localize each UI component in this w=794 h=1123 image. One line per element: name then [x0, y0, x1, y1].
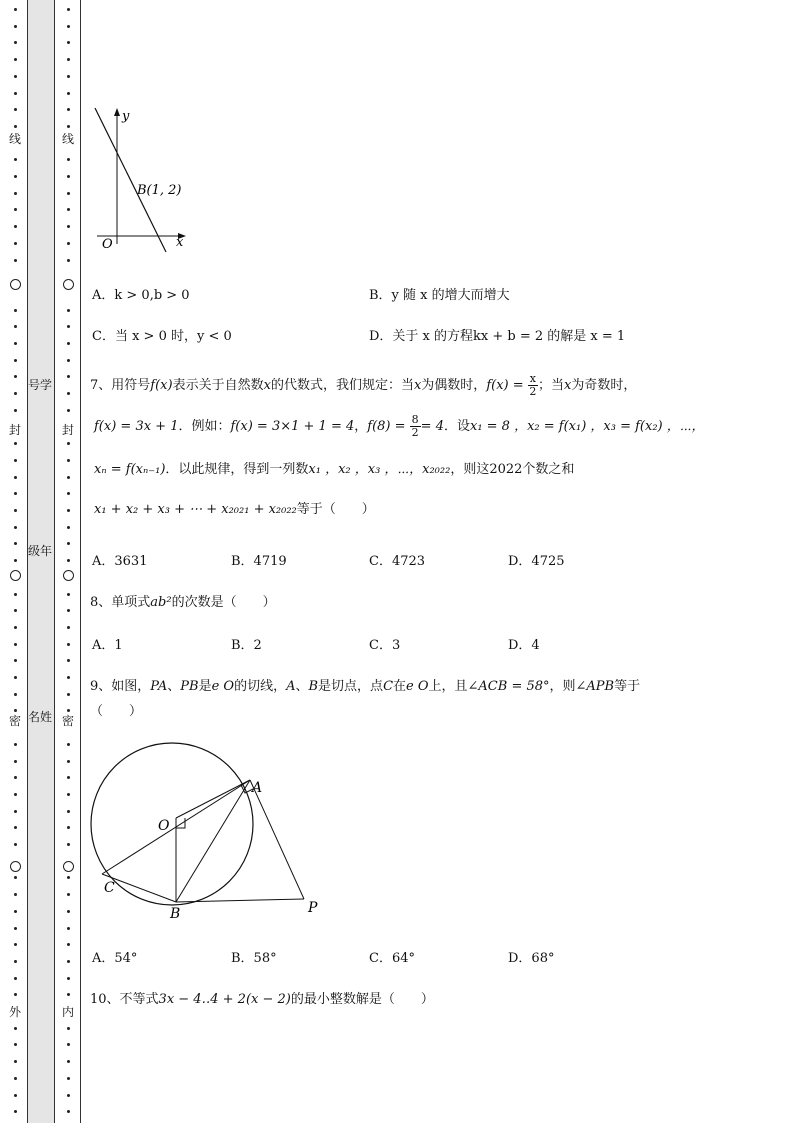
- label-b: B: [170, 906, 181, 920]
- margin-dot: [14, 743, 17, 746]
- margin-dot: [67, 1043, 70, 1046]
- margin-dot: [67, 175, 70, 178]
- q9-option-a[interactable]: A．54°: [92, 951, 138, 966]
- function-line: [95, 108, 166, 252]
- margin-dot: [14, 960, 17, 963]
- margin-dot: [67, 810, 70, 813]
- margin-dot: [14, 793, 17, 796]
- margin-dot: [14, 442, 17, 445]
- margin-dot: [67, 208, 70, 211]
- label-a: A: [252, 780, 263, 796]
- q7-line-1: 7、用符号f(x)表示关于自然数x的代数式，我们规定：当x为偶数时，f(x) = $\frac{x}{2}$ ；当x为奇数时，: [90, 372, 637, 398]
- q7-option-d[interactable]: D．4725: [508, 554, 565, 569]
- margin-dot: [67, 760, 70, 763]
- q10-stem: 10、不等式3x − 4‥4 + 2(x − 2)的最小整数解是（ ）: [90, 992, 434, 1007]
- margin-dot: [67, 793, 70, 796]
- q8-option-b[interactable]: B．2: [231, 638, 262, 653]
- q8-option-c[interactable]: C．3: [369, 638, 401, 653]
- margin-dot: [67, 1094, 70, 1097]
- margin-dot: [67, 826, 70, 829]
- margin-dot: [67, 442, 70, 445]
- margin-dot: [67, 1077, 70, 1080]
- inner-label-feng: 封: [61, 423, 74, 437]
- margin-dot: [67, 75, 70, 78]
- margin-dot: [14, 8, 17, 11]
- margin-dot: [14, 943, 17, 946]
- q7-option-a[interactable]: A．3631: [92, 554, 148, 569]
- origin-label: O: [102, 237, 113, 252]
- margin-dot: [14, 593, 17, 596]
- margin-dot: [14, 359, 17, 362]
- margin-dot: [67, 25, 70, 28]
- margin-dot: [14, 342, 17, 345]
- label-p: P: [308, 900, 318, 916]
- q9-option-b[interactable]: B．58°: [231, 951, 277, 966]
- margin-dot: [67, 325, 70, 328]
- margin-dot: [14, 1077, 17, 1080]
- margin-dot: [67, 993, 70, 996]
- margin-dot: [14, 843, 17, 846]
- circle-o: [91, 743, 253, 905]
- margin-dot: [67, 41, 70, 44]
- margin-dot: [14, 1027, 17, 1030]
- margin-dot: [67, 626, 70, 629]
- q9-stem-line-1: 9、如图，PA、PB是e O的切线，A、B是切点，点C在e O上，且∠ACB = 58°，则∠APB等于: [90, 679, 641, 694]
- margin-dot: [67, 342, 70, 345]
- margin-dot: [14, 41, 17, 44]
- margin-dot: [67, 459, 70, 462]
- outer-label-xian: 线: [8, 132, 21, 146]
- q6-option-a[interactable]: A．k > 0,b > 0: [92, 288, 190, 303]
- margin-dot: [67, 392, 70, 395]
- margin-dot: [14, 927, 17, 930]
- margin-dot: [14, 492, 17, 495]
- margin-dot: [67, 1110, 70, 1113]
- margin-dot: [14, 826, 17, 829]
- margin-dot: [14, 626, 17, 629]
- margin-dot: [14, 375, 17, 378]
- margin-dot: [14, 709, 17, 712]
- margin-dot: [67, 609, 70, 612]
- margin-dot: [67, 709, 70, 712]
- margin-dot: [67, 125, 70, 128]
- binding-margin: [0, 0, 82, 1123]
- binding-line: [80, 0, 81, 1123]
- q7-fraction-x-over-2: $\frac{x}{2}$: [529, 372, 537, 398]
- inner-dot-column: [61, 0, 75, 1123]
- margin-dot: [67, 893, 70, 896]
- q6-option-b[interactable]: B．y 随 x 的增大而增大: [369, 288, 510, 303]
- q9-options-row: [90, 947, 780, 967]
- margin-dot: [14, 676, 17, 679]
- q8-options-row: [90, 634, 780, 654]
- margin-dot: [14, 58, 17, 61]
- margin-ring: [63, 570, 74, 581]
- margin-dot: [14, 325, 17, 328]
- q7-line-2: f(x) = 3x + 1．例如：f(x) = 3×1 + 1 = 4，f(8) = $\frac{8}{2}$ = 4．设x₁ = 8 ，x₂ = f(x₁) ，x₃ = f(x₂) ，⋯，: [94, 413, 705, 439]
- margin-dot: [14, 392, 17, 395]
- margin-dot: [14, 1043, 17, 1046]
- inner-label-xian: 线: [61, 132, 74, 146]
- margin-dot: [67, 876, 70, 879]
- margin-dot: [67, 1060, 70, 1063]
- margin-dot: [67, 659, 70, 662]
- margin-dot: [14, 192, 17, 195]
- margin-dot: [67, 509, 70, 512]
- margin-dot: [14, 559, 17, 562]
- margin-dot: [14, 659, 17, 662]
- margin-dot: [67, 643, 70, 646]
- margin-dot: [67, 108, 70, 111]
- margin-dot: [14, 459, 17, 462]
- q6-options-row-2: [90, 325, 780, 345]
- margin-dot: [14, 643, 17, 646]
- margin-dot: [67, 526, 70, 529]
- tangent-pa: [250, 780, 304, 899]
- outer-label-mi: 密: [8, 714, 21, 728]
- margin-dot: [67, 927, 70, 930]
- q7-line-3: xₙ = f(xₙ₋₁)．以此规律，得到一列数x₁ ，x₂ ，x₃ ，⋯，x₂₀₂₂，则这2022个数之和: [94, 462, 575, 477]
- margin-dot: [14, 125, 17, 128]
- margin-ring: [10, 861, 21, 872]
- margin-dot: [14, 893, 17, 896]
- q6-option-c[interactable]: C．当 x > 0 时，y < 0: [92, 329, 232, 344]
- margin-dot: [14, 242, 17, 245]
- margin-dot: [67, 476, 70, 479]
- margin-dot: [14, 25, 17, 28]
- margin-ring: [10, 570, 21, 581]
- student-number-label: 号学: [27, 378, 52, 392]
- margin-dot: [14, 977, 17, 980]
- margin-dot: [67, 242, 70, 245]
- margin-dot: [14, 760, 17, 763]
- label-o: O: [158, 818, 170, 834]
- margin-dot: [67, 359, 70, 362]
- circle-tangent-figure: [90, 736, 330, 920]
- margin-ring: [63, 279, 74, 290]
- inner-label-mi: 密: [61, 714, 74, 728]
- outer-label-feng: 封: [8, 423, 21, 437]
- margin-dot: [67, 910, 70, 913]
- margin-dot: [67, 259, 70, 262]
- margin-dot: [67, 743, 70, 746]
- outer-label-wai: 外: [8, 1005, 21, 1019]
- margin-dot: [67, 843, 70, 846]
- segment-ba: [176, 780, 250, 902]
- margin-dot: [14, 910, 17, 913]
- q7-options-row: [90, 550, 780, 570]
- linear-function-graph: [92, 104, 192, 254]
- margin-dot: [14, 309, 17, 312]
- margin-dot: [14, 1094, 17, 1097]
- margin-dot: [14, 108, 17, 111]
- q7-option-c[interactable]: C．4723: [369, 554, 426, 569]
- margin-dot: [67, 593, 70, 596]
- margin-dot: [67, 776, 70, 779]
- q7-fraction-8-over-2: $\frac{8}{2}$: [411, 413, 419, 439]
- margin-dot: [67, 977, 70, 980]
- margin-dot: [14, 609, 17, 612]
- margin-dot: [67, 559, 70, 562]
- margin-dot: [14, 509, 17, 512]
- margin-dot: [67, 676, 70, 679]
- exam-content: [90, 0, 780, 1123]
- margin-dot: [14, 542, 17, 545]
- margin-dot: [14, 1060, 17, 1063]
- margin-dot: [14, 810, 17, 813]
- margin-dot: [14, 75, 17, 78]
- margin-dot: [67, 92, 70, 95]
- margin-dot: [67, 8, 70, 11]
- inner-label-nei: 内: [61, 1005, 74, 1019]
- margin-dot: [14, 208, 17, 211]
- q8-option-a[interactable]: A．1: [92, 638, 123, 653]
- grade-label: 级年: [27, 544, 52, 558]
- margin-dot: [67, 1027, 70, 1030]
- margin-dot: [67, 225, 70, 228]
- margin-dot: [14, 225, 17, 228]
- margin-dot: [14, 993, 17, 996]
- q8-option-d[interactable]: D．4: [508, 638, 540, 653]
- margin-dot: [14, 175, 17, 178]
- tangent-pb: [176, 899, 304, 902]
- name-label: 名姓: [27, 710, 52, 724]
- outer-dot-column: [8, 0, 22, 1123]
- margin-dot: [14, 776, 17, 779]
- margin-dot: [67, 542, 70, 545]
- q8-stem: 8、单项式ab²的次数是（ ）: [90, 595, 276, 610]
- margin-dot: [67, 693, 70, 696]
- label-c: C: [104, 880, 115, 896]
- margin-dot: [67, 492, 70, 495]
- y-axis-arrow: [114, 108, 120, 116]
- margin-ring: [63, 861, 74, 872]
- q9-option-d[interactable]: D．68°: [508, 951, 555, 966]
- y-axis-label: y: [122, 109, 130, 124]
- margin-dot: [67, 943, 70, 946]
- margin-dot: [67, 58, 70, 61]
- margin-dot: [14, 693, 17, 696]
- margin-dot: [14, 876, 17, 879]
- margin-dot: [14, 476, 17, 479]
- q7-line-4: x₁ + x₂ + x₃ + ⋯ + x₂₀₂₁ + x₂₀₂₂等于（ ）: [94, 502, 375, 517]
- margin-dot: [14, 1110, 17, 1113]
- point-b-label: B(1, 2): [137, 183, 182, 198]
- q6-options-row-1: [90, 284, 780, 304]
- margin-dot: [14, 526, 17, 529]
- margin-dot: [67, 158, 70, 161]
- margin-dot: [67, 309, 70, 312]
- margin-dot: [14, 259, 17, 262]
- q9-stem-line-2: （ ）: [90, 704, 143, 719]
- q7-option-b[interactable]: B．4719: [231, 554, 287, 569]
- margin-dot: [67, 375, 70, 378]
- margin-ring: [10, 279, 21, 290]
- margin-dot: [14, 409, 17, 412]
- q6-option-d[interactable]: D．关于 x 的方程kx + b = 2 的解是 x = 1: [369, 329, 626, 344]
- margin-dot: [67, 192, 70, 195]
- x-axis-label: x: [176, 235, 184, 250]
- margin-dot: [14, 158, 17, 161]
- q9-option-c[interactable]: C．64°: [369, 951, 415, 966]
- margin-dot: [67, 409, 70, 412]
- margin-dot: [14, 92, 17, 95]
- student-info-band: [27, 0, 55, 1123]
- margin-dot: [67, 960, 70, 963]
